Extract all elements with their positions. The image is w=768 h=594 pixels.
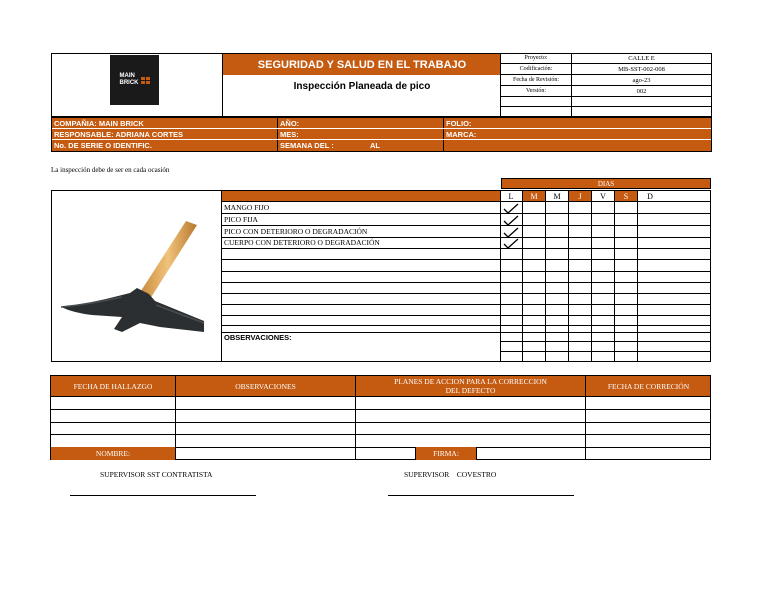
meta-value-code: MB-SST-002-008 [618, 65, 665, 73]
year-label: AÑO: [280, 118, 300, 128]
findings-table [50, 375, 711, 460]
col-observations: OBSERVACIONES [235, 381, 296, 391]
info-bar [51, 117, 712, 152]
company-label: COMPAÑIA: MAIN BRICK [54, 118, 144, 128]
responsible-label: RESPONSABLE: ADRIANA CORTES [54, 129, 184, 139]
meta-label-revision: Fecha de Revisión: [513, 77, 559, 83]
name-label: NOMBRE: [51, 447, 175, 460]
brand-label: MARCA: [446, 129, 477, 139]
days-header: DIAS [501, 178, 711, 189]
observations-label: OBSERVACIONES: [224, 333, 292, 342]
week-label: SEMANA DEL : [280, 141, 334, 150]
col-action-plans: PLANES DE ACCION PARA LA CORRECCION DEL DEFECTO [394, 377, 547, 395]
name-field[interactable] [176, 447, 415, 460]
day-sunday: D [647, 191, 653, 201]
folio-label: FOLIO: [446, 118, 472, 128]
meta-label-version: Versión: [526, 88, 546, 94]
day-friday: V [600, 191, 606, 201]
checklist-table [222, 190, 711, 362]
signature-right-line[interactable] [388, 495, 574, 496]
logo-text-line2: BRICK [119, 80, 139, 86]
meta-value-revision: ago-23 [632, 76, 651, 84]
inspection-note: La inspección debe de ser en cada ocasión [51, 166, 170, 174]
day-tuesday: M [523, 191, 545, 201]
meta-grid [500, 53, 712, 117]
day-wednesday: M [553, 191, 561, 201]
check-icon[interactable] [503, 215, 519, 226]
company-logo [110, 55, 159, 105]
signature-right-title: SUPERVISOR COVESTRO [404, 470, 497, 479]
meta-label-code: Codificación: [519, 66, 553, 72]
col-finding-date: FECHA DE HALLAZGO [73, 381, 153, 391]
brick-icon [141, 77, 150, 84]
month-label: MES: [280, 129, 299, 139]
check-icon[interactable] [503, 203, 519, 214]
signature-left-line[interactable] [70, 495, 256, 496]
checklist-item: CUERPO CON DETERIORO O DEGRADACIÓN [224, 238, 380, 247]
day-saturday: S [615, 191, 637, 201]
day-monday: L [508, 191, 514, 201]
meta-value-project: CALLE E [628, 54, 655, 62]
col-correction-date: FECHA DE CORRECIÓN [607, 381, 690, 391]
items-header-bar [222, 191, 500, 201]
meta-label-project: Proyecto: [524, 55, 548, 61]
checklist-item: PICO CON DETERIORO O DEGRADACIÓN [224, 227, 368, 236]
form-title: SEGURIDAD Y SALUD EN EL TRABAJO [223, 54, 501, 75]
meta-value-version: 002 [636, 87, 647, 95]
form-subtitle: Inspección Planeada de pico [293, 80, 431, 92]
check-icon[interactable] [503, 227, 519, 238]
checklist-item: PICO FIJA [224, 215, 258, 224]
tool-image-box [51, 190, 222, 362]
signature-field[interactable] [477, 447, 711, 460]
week-to-label: AL [370, 141, 380, 150]
signature-left-title: SUPERVISOR SST CONTRATISTA [100, 470, 213, 479]
day-thursday: J [569, 191, 591, 201]
signature-label: FIRMA: [416, 447, 476, 460]
checklist-item: MANGO FIJO [224, 203, 270, 212]
logo-text-line1: MAIN [119, 73, 135, 79]
check-icon[interactable] [503, 238, 519, 249]
serial-label: No. DE SERIE O IDENTIFIC. [54, 141, 152, 150]
pickaxe-image [52, 191, 220, 359]
